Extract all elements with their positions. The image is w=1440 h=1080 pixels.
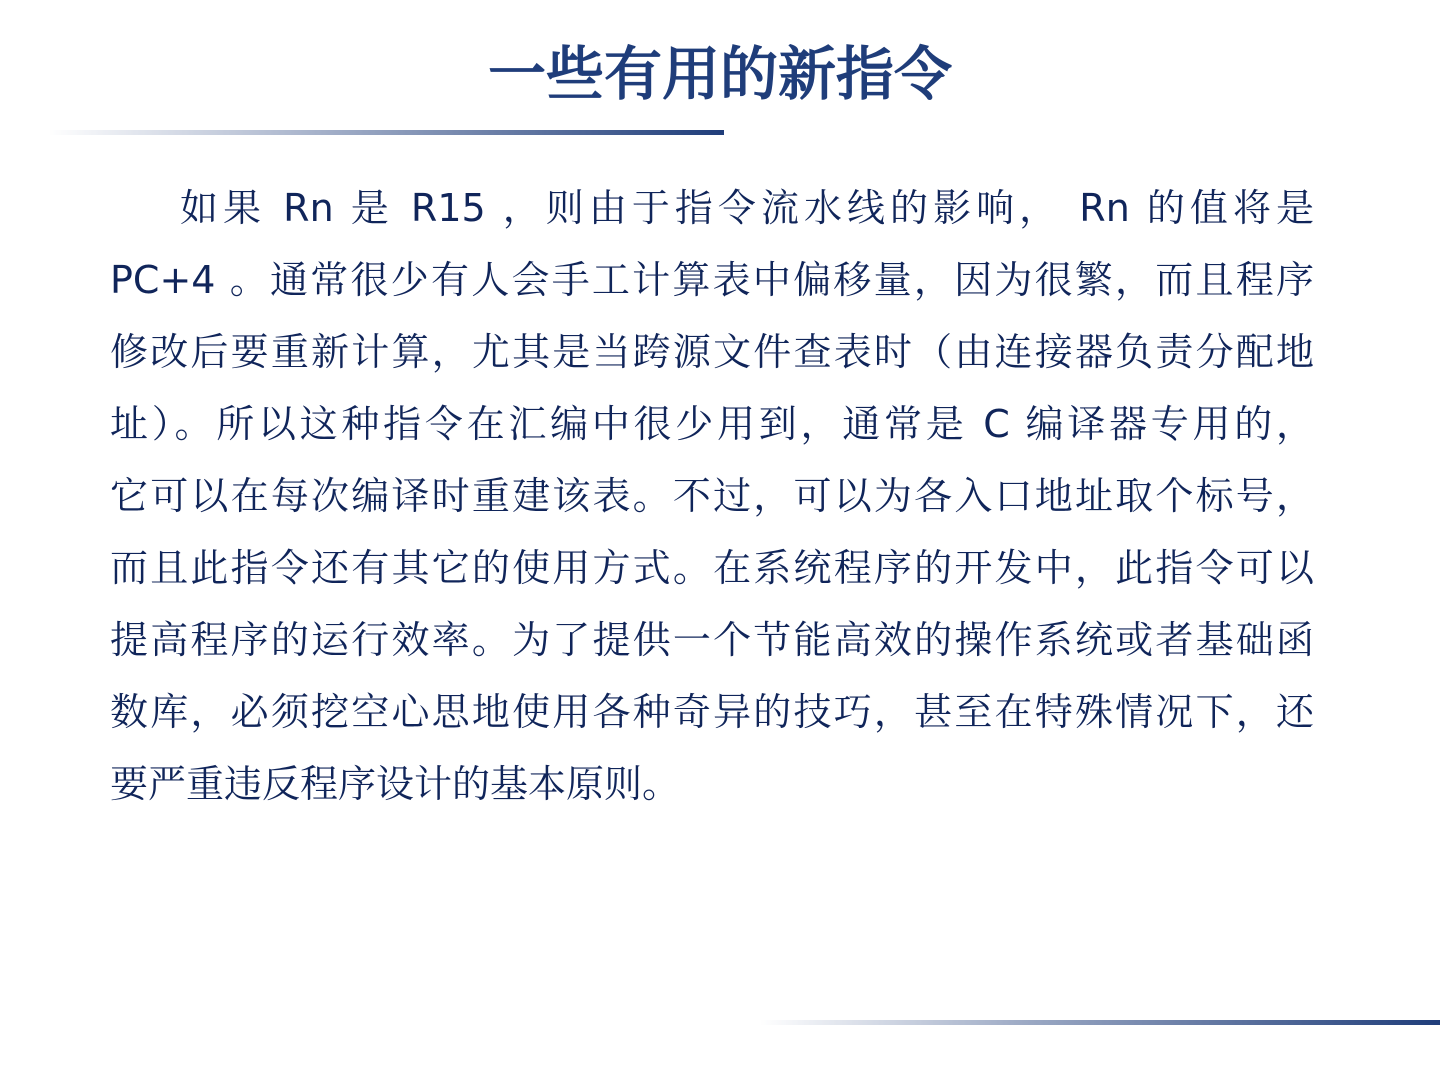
body-line: 提高程序的运行效率。为了提供一个节能高效的操作系统或者基础函 <box>110 618 1314 662</box>
body-line: PC+4 。通常很少有人会手工计算表中偏移量，因为很繁，而且程序 <box>110 258 1314 302</box>
title-underline <box>48 130 724 135</box>
body-paragraph <box>110 172 1314 820</box>
body-line: 修改后要重新计算，尤其是当跨源文件查表时（由连接器负责分配地 <box>110 330 1314 374</box>
body-line: 如果 Rn 是 R15 ，则由于指令流水线的影响， Rn 的值将是 <box>180 186 1314 230</box>
body-line: 址）。所以这种指令在汇编中很少用到，通常是 C 编译器专用的， <box>110 402 1314 446</box>
slide-title: 一些有用的新指令 <box>487 40 952 108</box>
body-line: 要严重违反程序设计的基本原则。 <box>110 762 681 806</box>
footer-rule <box>760 1020 1440 1025</box>
body-line: 数库，必须挖空心思地使用各种奇异的技巧，甚至在特殊情况下，还 <box>110 690 1314 734</box>
body-line: 而且此指令还有其它的使用方式。在系统程序的开发中，此指令可以 <box>110 546 1314 590</box>
body-line: 它可以在每次编译时重建该表。不过，可以为各入口地址取个标号， <box>110 474 1314 518</box>
